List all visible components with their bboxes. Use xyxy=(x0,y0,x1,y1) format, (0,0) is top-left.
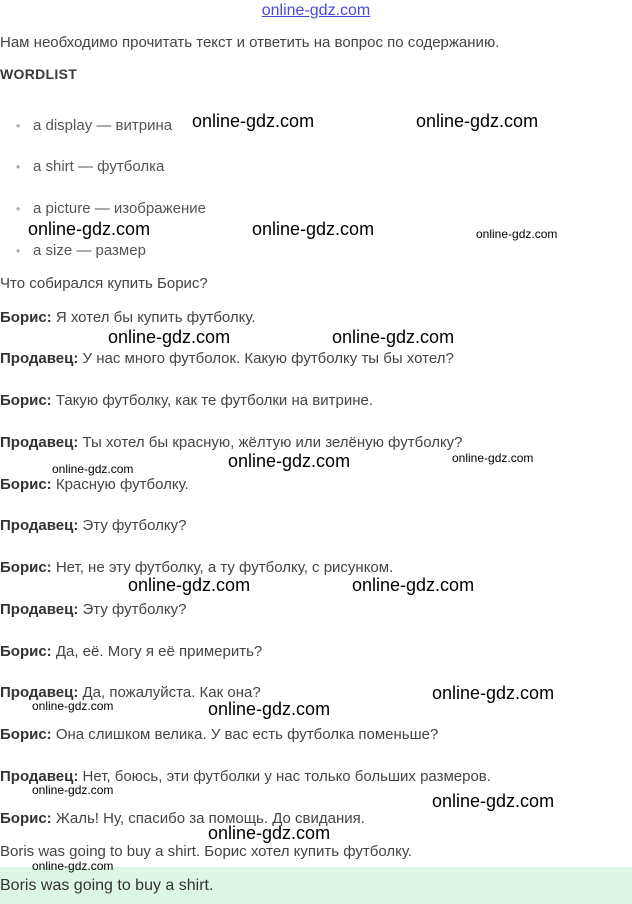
watermark: online-gdz.com xyxy=(452,451,534,465)
speaker-label: Борис: xyxy=(0,726,52,743)
watermark: online-gdz.com xyxy=(432,683,555,703)
wordlist-item xyxy=(16,200,206,217)
dialogue-line xyxy=(0,517,187,534)
wordlist-title: WORDLIST xyxy=(0,66,78,82)
speaker-label: Борис: xyxy=(0,476,52,493)
dialogue-text: Я хотел бы купить футболку. xyxy=(51,309,256,326)
dialogue-line xyxy=(0,434,463,451)
watermark: online-gdz.com xyxy=(352,575,475,595)
dialogue-line xyxy=(0,726,438,743)
dialogue-text: Эту футболку? xyxy=(78,601,187,618)
dialogue-text: Такую футболку, как те футболки на витрине. xyxy=(51,392,373,409)
dialogue-text: У нас много футболок. Какую футболку ты бы хотел? xyxy=(78,350,454,367)
wordlist-item-text: a display — витрина xyxy=(33,117,173,134)
dialogue-line xyxy=(0,601,187,618)
site-link[interactable]: online-gdz.com xyxy=(261,2,371,19)
watermark: online-gdz.com xyxy=(192,111,315,131)
watermark: online-gdz.com xyxy=(28,219,151,239)
dialogue-text: Нет, боюсь, эти футболки у нас только больших размеров. xyxy=(78,768,491,785)
wordlist-item xyxy=(16,158,164,175)
speaker-label: Продавец: xyxy=(0,350,79,367)
bullet-icon: • xyxy=(16,160,21,174)
bullet-icon: • xyxy=(16,244,21,258)
dialogue-text: Да, пожалуйста. Как она? xyxy=(78,684,261,701)
watermark: online-gdz.com xyxy=(332,327,455,347)
speaker-label: Борис: xyxy=(0,643,52,660)
speaker-label: Борис: xyxy=(0,392,52,409)
wordlist-item xyxy=(16,242,146,259)
watermark: online-gdz.com xyxy=(476,227,558,241)
dialogue-line xyxy=(0,392,373,409)
watermark: online-gdz.com xyxy=(208,699,331,719)
speaker-label: Продавец: xyxy=(0,601,79,618)
wordlist-item xyxy=(16,117,172,134)
dialogue-line xyxy=(0,350,454,367)
wordlist-item-text: a picture — изображение xyxy=(33,200,206,217)
answer-text: Boris was going to buy a shirt. xyxy=(0,877,214,894)
dialogue-text: Эту футболку? xyxy=(78,517,187,534)
watermark: online-gdz.com xyxy=(416,111,539,131)
watermark: online-gdz.com xyxy=(32,859,114,873)
watermark: online-gdz.com xyxy=(208,823,331,843)
speaker-label: Борис: xyxy=(0,559,52,576)
dialogue-text: Красную футболку. xyxy=(51,476,189,493)
bullet-icon: • xyxy=(16,202,21,216)
answer-sentence: Boris was going to buy a shirt. Борис хотел купить футболку. xyxy=(0,843,413,860)
dialogue-text: Жаль! Ну, спасибо за помощь. До свидания. xyxy=(51,810,365,827)
watermark: online-gdz.com xyxy=(228,451,351,471)
speaker-label: Борис: xyxy=(0,810,52,827)
speaker-label: Продавец: xyxy=(0,768,79,785)
dialogue-line xyxy=(0,476,189,493)
speaker-label: Продавец: xyxy=(0,517,79,534)
question-text: Что собирался купить Борис? xyxy=(0,275,208,292)
watermark: online-gdz.com xyxy=(32,783,114,797)
watermark: online-gdz.com xyxy=(128,575,251,595)
speaker-label: Продавец: xyxy=(0,434,79,451)
watermark: online-gdz.com xyxy=(252,219,375,239)
dialogue-text: Нет, не эту футболку, а ту футболку, с рисунком. xyxy=(51,559,394,576)
wordlist-item-text: a size — размер xyxy=(33,242,146,259)
watermark: online-gdz.com xyxy=(432,791,555,811)
dialogue-text: Да, её. Могу я её примерить? xyxy=(51,643,263,660)
dialogue-text: Она слишком велика. У вас есть футболка поменьше? xyxy=(51,726,439,743)
watermark: online-gdz.com xyxy=(32,699,114,713)
speaker-label: Борис: xyxy=(0,309,52,326)
dialogue-line xyxy=(0,309,256,326)
watermark: online-gdz.com xyxy=(108,327,231,347)
dialogue-text: Ты хотел бы красную, жёлтую или зелёную футболку? xyxy=(78,434,463,451)
task-intro: Нам необходимо прочитать текст и ответить на вопрос по содержанию. xyxy=(0,34,500,51)
wordlist-item-text: a shirt — футболка xyxy=(33,158,165,175)
speaker-label: Продавец: xyxy=(0,684,79,701)
dialogue-line xyxy=(0,559,393,576)
watermark: online-gdz.com xyxy=(52,462,134,476)
bullet-icon: • xyxy=(16,119,21,133)
dialogue-line xyxy=(0,643,262,660)
